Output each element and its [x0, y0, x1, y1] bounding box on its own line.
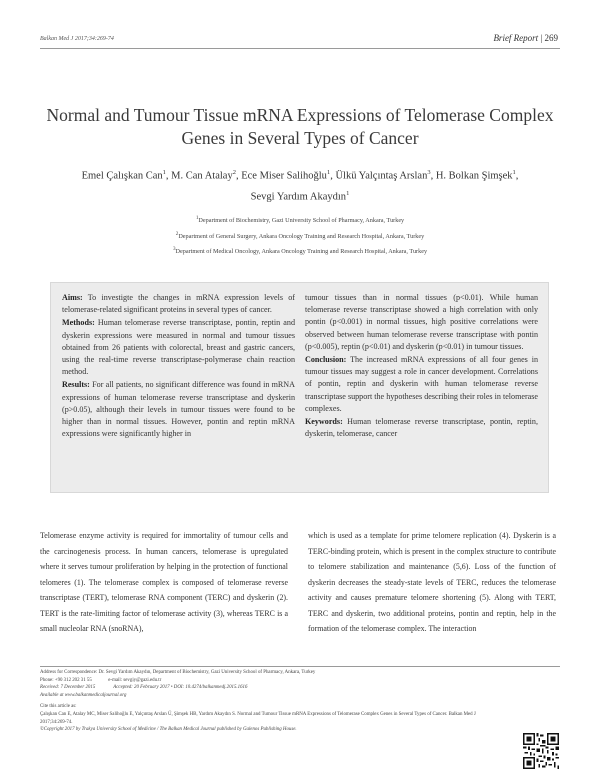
conclusion-text: The increased mRNA expressions of all four genes in tumour tissues may suggest a role in cancer development. Correlations of pontin, reptin and dyskerin with human telomerase reverse transcriptase support the hypotheses describing their roles in telomerase complexes. [305, 355, 538, 413]
abstract-column-right [305, 292, 538, 441]
author-name: , Ece Miser Salihoğlu [235, 170, 327, 182]
affiliation [40, 228, 560, 244]
availability: Available at www.balkanmedicaljournal.org [40, 692, 127, 698]
phone: Phone: +90 312 202 31 55 [40, 677, 92, 683]
body-column-right [308, 528, 556, 637]
header-separator: | [540, 33, 543, 43]
author-name: Sevgi Yardım Akaydın [250, 191, 347, 202]
abstract-column-left [62, 292, 295, 441]
page-number: 269 [544, 33, 558, 43]
author-affiliation-mark: 1 [162, 169, 166, 176]
abstract-conclusion [305, 354, 538, 415]
abstract-results-continued: tumour tissues than in normal tissues (p<0.01). While human telomerase reverse transcriptase showed a high correlation with only pontin (p<0.001) in normal tissues, high positive correlations were observed between human telomerase reverse transcriptase with pontin (p<0.005), reptin (p<0.01) and dyskerin (p<0.01) in tumour tissues. [305, 293, 538, 351]
results-label: Results: [62, 380, 90, 390]
abstract-aims [62, 292, 295, 316]
received-date: Received: 7 December 2015 [40, 685, 96, 691]
footer [40, 669, 480, 734]
report-type: Brief Report [493, 33, 539, 43]
contact-line [40, 677, 480, 685]
keywords-label: Keywords: [305, 417, 343, 427]
author-affiliation-mark: 1 [326, 169, 331, 176]
affiliation-text: Department of Biochemistry, Gazi University School of Pharmacy, Ankara, Turkey [198, 217, 405, 225]
journal-reference: Balkan Med J 2017;34:269-74 [40, 36, 114, 42]
aims-text: To investigte the changes in mRNA expression levels of telomerase-related significant proteins in several types of cancer. [62, 293, 295, 315]
body-paragraph: which is used as a template for prime telomere replication (4). Dyskerin is a TERC-binding protein, which is present in the complex structure to contribute to telomere stabilization and maintenance (5,6). Loss of the function of dyskerin decreases the steady-state levels of TERC, reduces the telomerase activity and causes premature telomere shortening (5). Along with TERT, TERC and dyskerin, two additional proteins, pontin and reptin, help in the formation of the telomerase complex. The interaction [308, 531, 556, 633]
affiliation-mark: 2 [175, 230, 179, 237]
author-affiliation-mark: 1 [346, 189, 350, 197]
affiliation [40, 243, 560, 259]
author-name: , Ülkü Yalçıntaş Arslan [330, 170, 428, 182]
body-column-left [40, 528, 288, 637]
keywords-text: Human telomerase reverse transcriptase, pontin, reptin, dyskerin, telomerase, cancer [305, 417, 538, 439]
abstract-box [50, 282, 549, 493]
author-affiliation-mark: 2 [232, 169, 236, 176]
footer-rule [40, 666, 560, 667]
author-affiliation-mark: 1 [512, 169, 516, 176]
affiliation [40, 212, 560, 228]
accepted-date-doi: Accepted: 20 February 2017 • DOI: 10.4274/balkanmedj.2015.1616 [113, 685, 248, 691]
methods-text: Human telomerase reverse transcriptase, pontin, reptin and dyskerin expressions were measured in normal and tumour tissues obtained from 26 patients with colorectal, breast and gastric cancers, using the real-time reverse transcriptase-polymerase chain reaction method. [62, 318, 295, 377]
qr-code-icon [523, 733, 559, 769]
correspondence-address: Address for Correspondence: Dr. Sevgi Yardım Akaydın, Department of Biochemistry, Gazi University School of Pharmacy, Ankara, Turkey [40, 670, 316, 675]
methods-label: Methods: [62, 318, 95, 328]
date-line [40, 684, 480, 692]
affiliation-text: Department of General Surgery, Ankara Oncology Training and Research Hospital, Ankara, Turkey [178, 232, 425, 240]
affiliation-mark: 1 [195, 215, 199, 221]
header-rule [40, 48, 560, 49]
copyright: ©Copyright 2017 by Trakya University School of Medicine / The Balkan Medical Journal published by Galenos Publishing House. [40, 727, 297, 733]
abstract-results [62, 379, 295, 440]
affiliation-mark: 3 [172, 246, 176, 253]
author-name: , H. Bolkan Şimşek [430, 170, 513, 182]
author-name: Emel Çalışkan Can [81, 170, 163, 182]
email: e-mail: sevgiy@gazi.edu.tr [108, 677, 162, 683]
author-affiliation-mark: 3 [427, 169, 431, 176]
body-paragraph: Telomerase enzyme activity is required for immortality of tumour cells and the carcinogenesis process. In human cancers, telomerase is upregulated where it serves tumour proliferation by helping in the protection of functional telomeres (1). The telomerase complex is composed of telomerase reverse transcriptase (TERT), telomerase RNA component (TERC) and dyskerin (2). TERT is the rate-limiting factor of telomerase activity (3), whereas TERC is a small nucleolar RNA (snoRNA), [40, 531, 288, 633]
affiliation-text: Department of Medical Oncology, Ankara Oncology Training and Research Hospital, Ankara, Turkey [175, 248, 428, 256]
author-list [40, 164, 560, 205]
abstract-keywords [305, 416, 538, 440]
article-title: Normal and Tumour Tissue mRNA Expressions of Telomerase Complex Genes in Several Types of Cancer [46, 105, 554, 148]
citation: Çalışkan Can E, Atalay MC, Miser Salihoğlu E, Yalçıntaş Arslan Ü, Şimşek HB, Yardım Akaydın S. Normal and Tumour Tissue mRNA Expressions of Telomerase Complex Genes in Several Types of Cancer. Balkan Med J 2017;34:269-74. [40, 711, 476, 725]
conclusion-label: Conclusion: [305, 355, 347, 365]
cite-label: Cite this article as: [40, 704, 77, 710]
running-header [493, 33, 558, 43]
author-name: , M. Can Atalay [165, 170, 233, 182]
affiliation-list [40, 212, 560, 259]
aims-label: Aims: [62, 293, 83, 302]
author-separator: , [515, 170, 519, 182]
abstract-methods [62, 317, 295, 378]
results-text: For all patients, no significant difference was found in mRNA expressions of human telomerase reverse transcriptase and dyskerin (p>0.05), although their levels in tumour tissues were found to be higher than in normal tissues. However, pontin and reptin mRNA expressions were significantly higher in [62, 380, 295, 439]
